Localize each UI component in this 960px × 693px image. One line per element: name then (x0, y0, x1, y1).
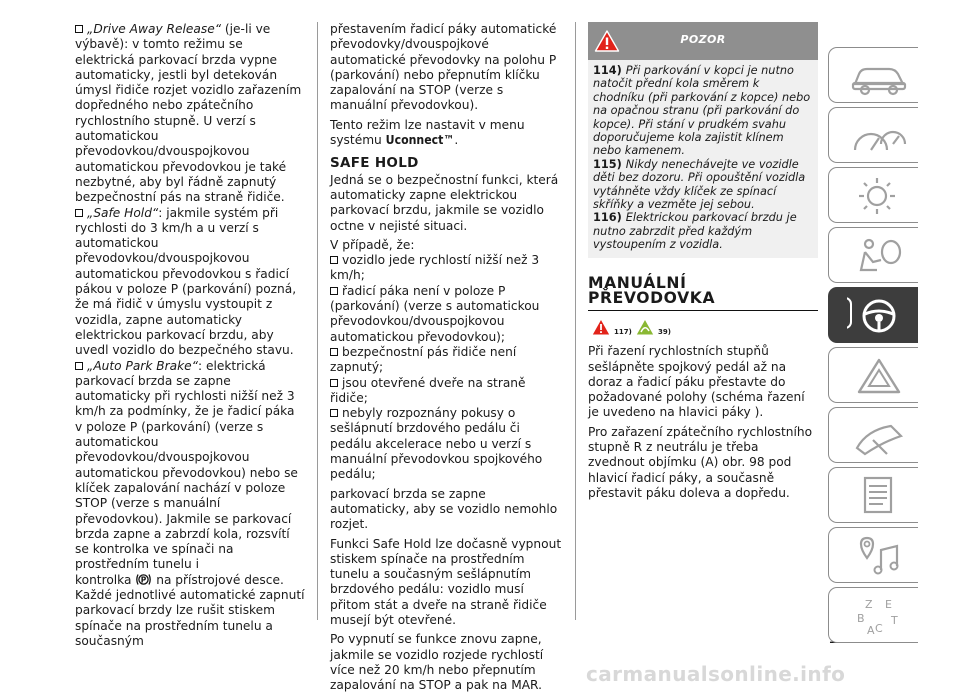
column-1 (75, 22, 305, 649)
tab-multimedia[interactable] (828, 527, 918, 583)
paragraph-result: parkovací brzda se zapne automaticky, aby se vozidlo nemohlo rozjet. (330, 486, 558, 532)
bullet-square-icon (330, 287, 338, 295)
tab-key-steering[interactable] (828, 287, 918, 343)
car-info-icon (847, 54, 911, 98)
emergency-icon (847, 354, 911, 398)
paragraph-reenable: Po vypnutí se funkce znovu zapne, jakmile se vozidlo rozjede rychlostí více než 20 km/h nebo přepnutím zapalování na STOP a pak na MAR. (330, 632, 544, 693)
watermark: carmanualsonline.info (586, 662, 846, 686)
bullet-square-icon (330, 379, 338, 387)
index-letter: B (857, 612, 865, 625)
index-letter: E (885, 598, 892, 611)
tab-specs[interactable] (828, 467, 918, 523)
key-steering-icon (847, 294, 911, 338)
paragraph-cancel: Každé jednotlivé automatické zapnutí parkovací brzdy lze rušit stiskem spínače na prostředním tunelu a současným (75, 587, 305, 648)
warning-item: 115) Nikdy nenechávejte ve vozidle děti bez dozoru. Při opouštění vozidla vytáhněte vždy klíček ze spínací skříňky a vezměte jej sebou. (593, 157, 806, 212)
warning-title: POZOR (680, 33, 726, 46)
warning-box (588, 22, 818, 258)
tab-lights[interactable] (828, 167, 918, 223)
lights-icon (847, 174, 911, 218)
environment-triangle-icon (635, 318, 655, 336)
tab-maintenance[interactable] (828, 407, 918, 463)
tab-dashboard[interactable] (828, 107, 918, 163)
tab-car-info[interactable] (828, 47, 918, 103)
list-item: nebyly rozpoznány pokusy o sešlápnutí brzdového pedálu či pedálu akcelerace nebo u verzí s manuální převodovkou spojkového pedálu; (330, 406, 543, 482)
paragraph-auto-park: „Auto Park Brake“: elektrická parkovací brzda se zapne automaticky při rychlosti nižší než 3 km/h za podmínky, že je řadicí páka v poloze P (parkování) (verze s automatickou převodovkou/dvouspojkovou automatickou převodovkou) nebo se klíček zapalování nachází v poloze STOP (verze s manuální převodovkou). Jakmile se parkovací brzda zapne a zabrzdí kola, rozsvítí se kontrolka ve spínači na prostředním tunelu i kontrolka P na přístrojové desce. (75, 358, 298, 587)
airbag-icon (847, 234, 911, 278)
warning-triangle-icon (594, 29, 620, 53)
specs-icon (847, 474, 911, 518)
column-divider-2 (575, 22, 576, 620)
bullet-square-icon (75, 209, 83, 217)
list-item: jsou otevřené dveře na straně řidiče; (330, 375, 526, 405)
column-divider-1 (317, 22, 318, 620)
paragraph-uconnect: Tento režim lze nastavit v menu systému Uconnect™. (330, 117, 525, 148)
heading-safe-hold: SAFE HOLD (330, 155, 419, 172)
warning-item: 114) Při parkování v kopci je nutno natočit přední kola směrem k chodníku (při parkování z kopce) nebo na opačnou stranu (při parkování do kopce). Při stání v prudkém svahu doporučujeme kola zajistit klínem nebo kamenem. (593, 64, 811, 158)
paragraph-safe-hold: „Safe Hold“: jakmile systém při rychlosti do 3 km/h a u verzí s automatickou převodovkou/dvouspojkovou automatickou převodovkou s řadicí pákou v poloze P (parkování) pozná, že má řidič v úmyslu vystoupit z vozidla, zapne automaticky elektrickou parkovací brzdu, aby uvedl vozidlo do bezpečného stavu. (75, 205, 297, 358)
dashboard-icon (847, 114, 911, 158)
warning-body (588, 60, 818, 252)
svg-text:P: P (141, 575, 147, 585)
list-item: řadicí páka není v poloze P (parkování) (verze s automatickou převodovkou/dvouspojkovou automatickou převodovkou); (330, 283, 540, 344)
parking-brake-warning-icon (135, 573, 152, 586)
list-item: vozidlo jede rychlostí nižší než 3 km/h; (330, 253, 540, 283)
paragraph-drive-away: „Drive Away Release“ (je-li ve výbavě): v tomto režimu se elektrická parkovací brzda vypne automaticky, jestli byl detekován úmysl řidiče rozjet vozidlo zařazením dopředného nebo zpátečního rychlostního stupně. U verzí s automatickou převodovkou/dvouspojkovou automatickou převodovkou je také nezbytné, aby byl řádně zapnutý bezpečnostní pás na straně řidiče. (75, 22, 302, 205)
index-icon (847, 594, 911, 638)
tab-airbag[interactable] (828, 227, 918, 283)
bullet-square-icon (75, 25, 83, 33)
reference-icons: 117) 39) (588, 318, 818, 338)
maintenance-icon (847, 414, 911, 458)
bullet-square-icon (75, 362, 83, 370)
warning-triangle-icon (591, 318, 611, 336)
paragraph-continuation: přestavením řadicí páky automatické převodovky/dvouspojkové automatické převodovky na polohu P (parkování) nebo přepnutím klíčku zapalování na STOP (verze s manuální převodovkou). (330, 22, 557, 113)
column-3 (588, 22, 818, 501)
bullet-square-icon (330, 256, 338, 264)
warning-item: 116) Elektrickou parkovací brzdu je nutno zabrzdit před každým vystoupením z vozidla. (593, 211, 797, 252)
tab-emergency[interactable] (828, 347, 918, 403)
index-letter: T (891, 614, 898, 627)
index-letter: A (867, 624, 875, 637)
paragraph-disable: Funkci Safe Hold lze dočasně vypnout stiskem spínače na prostředním tunelu a současným sešlápnutím brzdového pedálu: vozidlo musí přitom stát a dveře na straně řidiče musejí být otevřené. (330, 536, 562, 627)
paragraph-safe-hold-intro: Jedná se o bezpečnostní funkci, která automaticky zapne elektrickou parkovací brzdu, jakmile se vozidlo octne v nejisté situaci. (330, 172, 559, 233)
column-2 (330, 22, 563, 693)
index-letter: Z (865, 598, 873, 611)
bullet-square-icon (330, 348, 338, 356)
paragraph-gear-shift: Při řazení rychlostních stupňů sešlápněte spojkový pedál až na doraz a řadicí páku přestavte do požadované polohy (schéma řazení je uvedeno na hlavici páky ). (588, 344, 805, 420)
warning-header (588, 22, 818, 60)
tab-index[interactable] (828, 587, 918, 643)
list-item: bezpečnostní pás řidiče není zapnutý; (330, 344, 517, 375)
heading-manual-gearbox: MANUÁLNÍ PŘEVODOVKA (588, 276, 818, 312)
multimedia-icon (847, 534, 911, 578)
paragraph-reverse: Pro zařazení zpátečního rychlostního stupně R z neutrálu je třeba zvednout objímku (A) obr. 98 pod hlavicí řadicí páky, a současně přestavit páku doleva a dopředu. (588, 424, 813, 500)
index-letter: C (875, 622, 883, 635)
bullet-square-icon (330, 409, 338, 417)
paragraph-conditions: V případě, že: (330, 237, 415, 252)
